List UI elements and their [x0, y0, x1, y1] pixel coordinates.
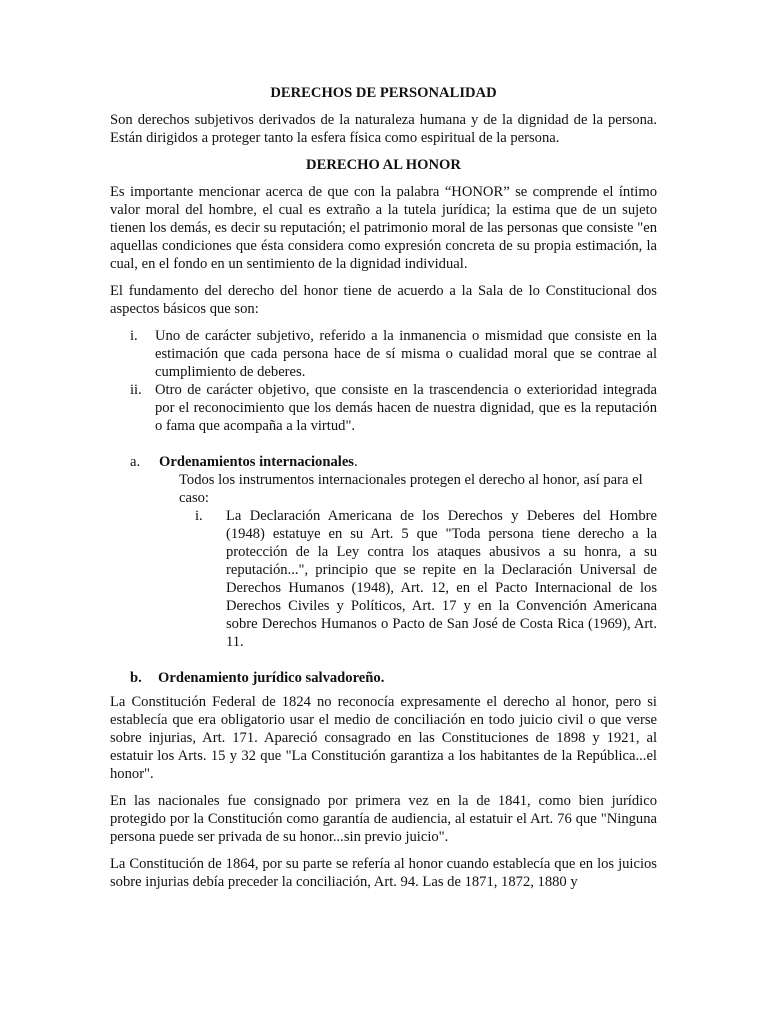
list-item	[110, 381, 657, 435]
section-heading	[110, 453, 657, 471]
fundamento-paragraph: El fundamento del derecho del honor tiene de acuerdo a la Sala de lo Constitucional dos aspectos básicos que son:	[110, 283, 657, 317]
list-marker: ii.	[130, 382, 142, 398]
document-title: DERECHOS DE PERSONALIDAD	[270, 85, 497, 101]
section-letter: b.	[130, 670, 142, 686]
list-item	[110, 327, 657, 381]
section-heading-text: Ordenamientos internacionales	[159, 454, 354, 470]
document-page	[110, 84, 657, 900]
section-heading-dot: .	[353, 454, 358, 470]
section-salvadoran	[110, 669, 657, 687]
international-list	[110, 507, 657, 651]
section-heading: Ordenamiento jurídico salvadoreño.	[158, 670, 385, 686]
list-item-text: Otro de carácter objetivo, que consiste en la trascendencia o exterioridad integrada por el reconocimiento que los demás hacen de nuestra dignidad, que es la reputación o fama que acompaña a la virtud".	[155, 382, 657, 434]
list-marker: i.	[195, 508, 203, 524]
section-paragraph: Todos los instrumentos internacionales protegen el derecho al honor, así para el caso:	[179, 472, 643, 506]
section-letter: a.	[130, 454, 141, 470]
list-marker: i.	[130, 328, 138, 344]
constitution-1841-paragraph: En las nacionales fue consignado por primera vez en la de 1841, como bien jurídico protegido por la Constitución como garantía de audiencia, al estatuir el Art. 76 que "Ninguna persona puede ser privada de su honor...sin previo juicio".	[110, 793, 657, 845]
aspects-list	[110, 327, 657, 435]
section-international	[110, 453, 657, 651]
list-item	[110, 507, 657, 651]
section-title-honor: DERECHO AL HONOR	[306, 157, 461, 173]
constitution-1864-paragraph: La Constitución de 1864, por su parte se refería al honor cuando establecía que en los juicios sobre injurias debía preceder la conciliación, Art. 94. Las de 1871, 1872, 1880 y	[110, 856, 657, 890]
list-item-text: Uno de carácter subjetivo, referido a la inmanencia o mismidad que consiste en la estimación que cada persona hace de sí misma o cualidad moral que se contrae al cumplimiento de deberes.	[155, 328, 657, 380]
constitution-1824-paragraph: La Constitución Federal de 1824 no reconocía expresamente el derecho al honor, pero si establecía que era obligatorio usar el medio de conciliación en todo juicio civil o que verse sobre injurias, Art. 171. Apareció consagrado en las Constituciones de 1898 y 1921, al estatuir los Arts. 15 y 32 que "La Constitución garantiza a los habitantes de la República...el honor".	[110, 694, 657, 782]
list-item-text: La Declaración Americana de los Derechos y Deberes del Hombre (1948) estatuye en su Art. 5 que "Toda persona tiene derecho a la protección de la Ley contra los ataques abusivos a su honra, a su reputación...", principio que se repite en la Declaración Universal de Derechos Humanos (1948), Art. 12, en el Pacto Internacional de los Derechos Civiles y Políticos, Art. 17 y en la Convención Americana sobre Derechos Humanos o Pacto de San José de Costa Rica (1969), Art. 11.	[226, 508, 657, 650]
honor-definition-paragraph: Es importante mencionar acerca de que con la palabra “HONOR” se comprende el íntimo valor moral del hombre, el cual es extraño a la tutela jurídica; la estima que de un sujeto tienen los demás, es decir su reputación; el patrimonio moral de las personas que consiste "en aquellas condiciones que ésta considera como expresión concreta de su propia estimación, la cual, en el fondo en un sentimiento de la dignidad individual.	[110, 184, 657, 272]
intro-paragraph: Son derechos subjetivos derivados de la naturaleza humana y de la dignidad de la persona. Están dirigidos a proteger tanto la esfera física como espiritual de la persona.	[110, 112, 657, 146]
